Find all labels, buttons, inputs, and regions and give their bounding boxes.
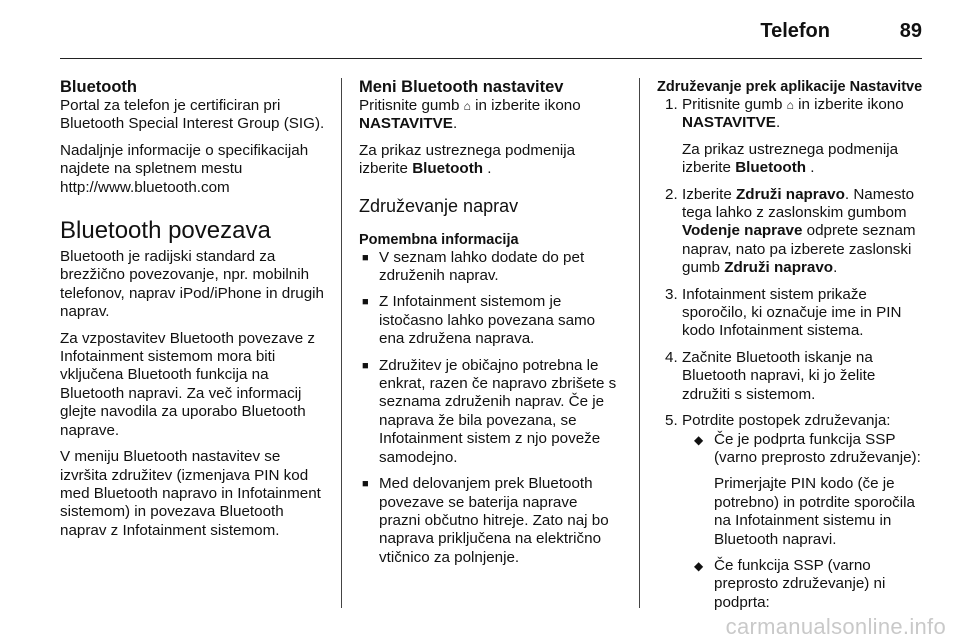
home-icon: ⌂ <box>786 98 794 112</box>
numbered-list <box>657 96 927 612</box>
heading-pomembna-informacija: Pomembna informacija <box>359 231 519 248</box>
column-2 <box>359 78 621 575</box>
column-1 <box>60 78 326 548</box>
list-item: ■ Z Infotainment sistemom je istočasno lahko povezana samo ena združena naprava. <box>362 293 596 348</box>
paragraph: Nadaljnje informacije o specifikacijah najdete na spletnem mestu http://www.bluetooth.com <box>60 141 309 196</box>
heading-bluetooth-povezava: Bluetooth povezava <box>60 217 271 245</box>
page-header <box>60 0 922 59</box>
list-item: 2. Izberite Združi napravo. Namesto tega lahko z zaslonskim gumbom Vodenje naprave odprete seznam naprav, nato pa izberete zaslonski gumb Združi napravo. <box>665 185 916 277</box>
column-3 <box>657 78 927 620</box>
bullet-list <box>359 249 621 568</box>
list-item: ■ V seznam lahko dodate do pet združenih naprav. <box>362 248 585 285</box>
watermark: carmanualsonline.info <box>725 614 946 639</box>
paragraph: Portal za telefon je certificiran pri Bluetooth Special Interest Group (SIG). <box>60 97 325 133</box>
page-number: 89 <box>899 20 922 42</box>
diamond-bullet-icon: ◆ <box>694 432 704 447</box>
home-icon: ⌂ <box>463 99 471 113</box>
list-item: ■ Med delovanjem prek Bluetooth povezave se baterija naprave prazni občutno hitreje. Zato naj bo naprava priključena na električno vtičnico za polnjenje. <box>362 475 609 566</box>
square-bullet-icon: ■ <box>362 359 369 372</box>
paragraph: Za prikaz ustreznega podmenija izberite Bluetooth . <box>359 141 576 178</box>
list-item: 3. Infotainment sistem prikaže sporočilo, ki označuje ime in PIN kodo Infotainment sistema. <box>665 285 902 340</box>
list-item: ■ Združitev je običajno potrebna le enkrat, razen če napravo zbrišete s seznama združenih naprav. Če je naprava že bila povezana, se Infotainment sistem z njo poveže samodejno. <box>362 356 617 466</box>
list-item: ◆ Če je podprta funkcija SSP (varno preprosto združevanje): Primerjajte PIN kodo (če je potrebno) in potrdite sporočila na Infotainment sistemu in Bluetooth napravi. <box>694 430 921 548</box>
diamond-list <box>682 431 927 613</box>
heading-zdruzevanje-naprav: Združevanje naprav <box>359 195 519 216</box>
list-item: 4. Začnite Bluetooth iskanje na Bluetooth napravi, ki jo želite združiti s sistemom. <box>665 348 876 403</box>
header-title: Telefon <box>760 20 830 42</box>
paragraph: Za vzpostavitev Bluetooth povezave z Infotainment sistemom mora biti vključena Bluetooth funkcija na Bluetooth napravi. Za več informacij glejte navodila za uporabo Bluetooth naprave. <box>60 329 315 439</box>
square-bullet-icon: ■ <box>362 296 369 309</box>
square-bullet-icon: ■ <box>362 478 369 491</box>
column-divider <box>639 78 640 608</box>
heading-meni-bluetooth: Meni Bluetooth nastavitev <box>359 78 564 96</box>
heading-bluetooth: Bluetooth <box>60 78 137 96</box>
heading-zdruzevanje-prek-aplikacije: Združevanje prek aplikacije Nastavitve <box>657 79 923 95</box>
list-item: 1. Pritisnite gumb ⌂ in izberite ikono NASTAVITVE. Za prikaz ustreznega podmenija izberite Bluetooth . <box>665 96 904 177</box>
square-bullet-icon: ■ <box>362 251 369 264</box>
diamond-bullet-icon: ◆ <box>694 558 704 573</box>
list-item: ◆ Če funkcija SSP (varno preprosto združevanje) ni podprta: <box>694 556 886 611</box>
column-divider <box>341 78 342 608</box>
paragraph: Pritisnite gumb ⌂ in izberite ikono NASTAVITVE. <box>359 97 581 133</box>
list-item: 5. Potrdite postopek združevanja: ◆ Če je podprta funkcija SSP (varno preprosto združevanje): Primerjajte PIN kodo (če je potrebno) in potrdite sporočila na Infotainment sistemu in Bluetooth napravi. ◆ Če funkcija SSP (varno preprosto združevanje) ni podprta: <box>657 412 927 612</box>
paragraph: V meniju Bluetooth nastavitev se izvršita združitev (izmenjava PIN kod med Bluetooth napravo in Infotainment sistemom) in povezava Bluetooth naprav z Infotainment sistemom. <box>60 448 321 539</box>
paragraph: Bluetooth je radijski standard za brezžično povezovanje, npr. mobilnih telefonov, naprav iPod/iPhone in drugih naprav. <box>60 248 324 321</box>
